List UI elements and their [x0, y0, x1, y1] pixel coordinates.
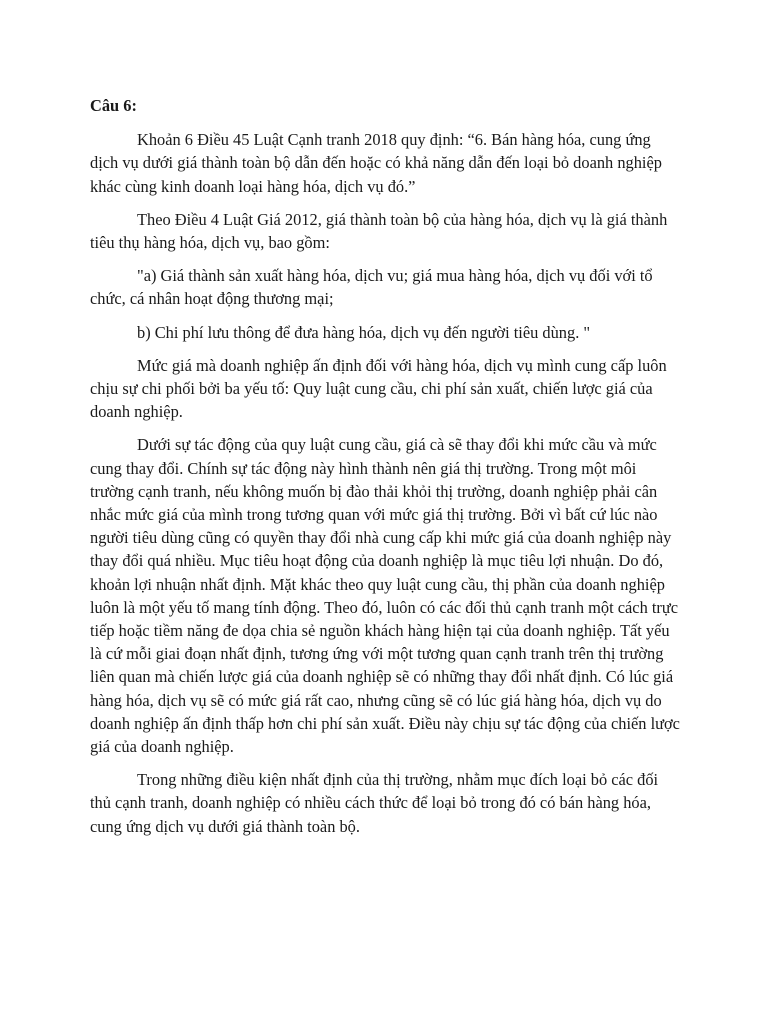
- question-heading: Câu 6:: [90, 96, 137, 115]
- paragraph-price-factors: Mức giá mà doanh nghiệp ấn định đối với hàng hóa, dịch vụ mình cung cấp luôn chịu sự chi phối bởi ba yếu tố: Quy luật cung cầu, chi phí sản xuất, chiến lược giá của doanh nghiệp.: [90, 355, 667, 422]
- paragraph-item-a: "a) Giá thành sản xuất hàng hóa, dịch vu; giá mua hàng hóa, dịch vụ đối với tổ chức, cá nhân hoạt động thương mại;: [90, 266, 653, 309]
- paragraph-item-b: b) Chi phí lưu thông để đưa hàng hóa, dịch vụ đến người tiêu dùng. ": [137, 322, 591, 342]
- paragraph-supply-demand: Dưới sự tác động của quy luật cung cầu, giá cà sẽ thay đổi khi mức cầu và mức cung thay đổi. Chính sự tác động này hình thành nên giá thị trường. Trong một môi trường cạnh tranh, nếu không muốn bị đào thải khỏi thị trường, doanh nghiệp phải cân nhắc mức giá của mình trong tương quan với mức giá thị trường. Bởi vì bất cứ lúc nào người tiêu dùng cũng có quyền thay đổi nhà cung cấp khi mức giá của doanh nghiệp này thay đổi quá nhiều. Mục tiêu hoạt động của doanh nghiệp là mục tiêu lợi nhuận. Do đó, khoản lợi nhuận nhất định. Mặt khác theo quy luật cung cầu, thị phần của doanh nghiệp luôn là một yếu tố mang tính động. Theo đó, luôn có các đối thủ cạnh tranh một cách trực tiếp hoặc tiềm năng đe dọa chia sẻ nguồn khách hàng hiện tại của doanh nghiệp. Tất yếu là cứ mỗi giai đoạn nhất định, tương ứng với một tương quan cạnh tranh trên thị trường liên quan mà chiến lược giá của doanh nghiệp sẽ có những thay đổi nhất định. Có lúc giá hàng hóa, dịch vụ sẽ có mức giá rất cao, nhưng cũng sẽ có lúc giá hàng hóa, dịch vụ do doanh nghiệp ấn định thấp hơn chi phí sản xuất. Điều này chịu sự tác động của chiến lược giá của doanh nghiệp.: [90, 435, 680, 757]
- paragraph-competition-law: Khoản 6 Điều 45 Luật Cạnh tranh 2018 quy định: “6. Bán hàng hóa, cung ứng dịch vụ dưới giá thành toàn bộ dẫn đến hoặc có khả năng dẫn đến loại bỏ doanh nghiệp khác cùng kinh doanh loại hàng hóa, dịch vụ đó.”: [90, 130, 662, 196]
- paragraph-conclusion: Trong những điều kiện nhất định của thị trường, nhằm mục đích loại bỏ các đối thủ cạnh tranh, doanh nghiệp có nhiều cách thức để loại bỏ trong đó có bán hàng hóa, cung ứng dịch vụ dưới giá thành toàn bộ.: [90, 770, 659, 836]
- paragraph-price-law: Theo Điều 4 Luật Giá 2012, giá thành toàn bộ của hàng hóa, dịch vụ là giá thành tiêu thụ hàng hóa, dịch vụ, bao gồm:: [90, 209, 668, 253]
- document-page: [90, 94, 680, 848]
